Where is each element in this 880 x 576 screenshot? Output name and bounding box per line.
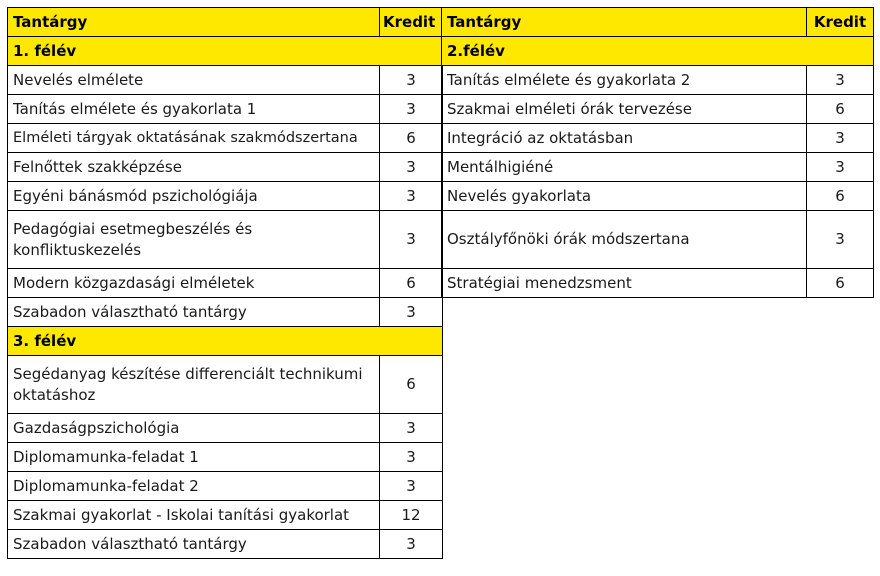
credit-cell: 3 bbox=[380, 182, 443, 211]
subject-cell: Pedagógiai esetmegbeszélés és konfliktuskezelés bbox=[8, 211, 380, 269]
table-row bbox=[442, 66, 874, 95]
credit-cell: 3 bbox=[807, 66, 874, 95]
table-row bbox=[442, 211, 874, 269]
subject-cell: Integráció az oktatásban bbox=[442, 124, 807, 153]
table-row bbox=[8, 95, 443, 124]
semester-title: 3. félév bbox=[8, 327, 443, 356]
credit-cell: 6 bbox=[380, 356, 443, 414]
table-row bbox=[8, 530, 443, 559]
subject-cell: Szabadon választható tantárgy bbox=[8, 298, 380, 327]
subject-cell: Modern közgazdasági elméletek bbox=[8, 269, 380, 298]
table-row bbox=[8, 414, 443, 443]
table-row bbox=[8, 298, 443, 327]
credit-cell: 3 bbox=[380, 414, 443, 443]
subject-cell: Stratégiai menedzsment bbox=[442, 269, 807, 298]
subject-cell: Felnőttek szakképzése bbox=[8, 153, 380, 182]
subject-cell: Elméleti tárgyak oktatásának szakmódszertana bbox=[8, 124, 380, 153]
table-row bbox=[8, 153, 443, 182]
table-row bbox=[8, 443, 443, 472]
credit-cell: 3 bbox=[380, 95, 443, 124]
subject-cell: Szabadon választható tantárgy bbox=[8, 530, 380, 559]
credit-cell: 6 bbox=[380, 124, 443, 153]
subject-cell: Diplomamunka-feladat 1 bbox=[8, 443, 380, 472]
table-row bbox=[442, 269, 874, 298]
table-header-row bbox=[8, 8, 443, 37]
credit-cell: 3 bbox=[807, 211, 874, 269]
subject-cell: Egyéni bánásmód pszichológiája bbox=[8, 182, 380, 211]
credit-cell: 3 bbox=[380, 153, 443, 182]
credit-cell: 3 bbox=[380, 211, 443, 269]
subject-cell: Mentálhigiéné bbox=[442, 153, 807, 182]
table-row bbox=[8, 501, 443, 530]
table-row bbox=[8, 124, 443, 153]
credit-cell: 3 bbox=[380, 443, 443, 472]
credit-column-header: Kredit bbox=[807, 8, 874, 37]
semester-title: 1. félév bbox=[8, 37, 443, 66]
table-row bbox=[8, 211, 443, 269]
credit-cell: 3 bbox=[380, 472, 443, 501]
table-row bbox=[442, 182, 874, 211]
subject-column-header: Tantárgy bbox=[8, 8, 380, 37]
table-header-row bbox=[442, 8, 874, 37]
table-row bbox=[442, 153, 874, 182]
credit-cell: 3 bbox=[380, 298, 443, 327]
credit-cell: 3 bbox=[380, 66, 443, 95]
semester-header-row bbox=[442, 37, 874, 66]
subject-column-header: Tantárgy bbox=[442, 8, 807, 37]
subject-cell: Nevelés gyakorlata bbox=[442, 182, 807, 211]
subject-cell: Szakmai gyakorlat - Iskolai tanítási gyakorlat bbox=[8, 501, 380, 530]
table-row bbox=[8, 356, 443, 414]
curriculum-table-right bbox=[441, 7, 874, 298]
table-row bbox=[8, 182, 443, 211]
curriculum-table-left bbox=[7, 7, 443, 559]
subject-cell: Tanítás elmélete és gyakorlata 2 bbox=[442, 66, 807, 95]
semester-header-row bbox=[8, 327, 443, 356]
subject-cell: Osztályfőnöki órák módszertana bbox=[442, 211, 807, 269]
credit-cell: 12 bbox=[380, 501, 443, 530]
credit-cell: 6 bbox=[807, 269, 874, 298]
credit-cell: 6 bbox=[807, 182, 874, 211]
table-row bbox=[8, 269, 443, 298]
semester-title: 2.félév bbox=[442, 37, 874, 66]
subject-cell: Segédanyag készítése differenciált technikumi oktatáshoz bbox=[8, 356, 380, 414]
credit-cell: 3 bbox=[807, 124, 874, 153]
subject-cell: Szakmai elméleti órák tervezése bbox=[442, 95, 807, 124]
semester-header-row bbox=[8, 37, 443, 66]
table-row bbox=[8, 66, 443, 95]
credit-cell: 3 bbox=[807, 153, 874, 182]
credit-column-header: Kredit bbox=[380, 8, 443, 37]
credit-cell: 6 bbox=[380, 269, 443, 298]
subject-cell: Gazdaságpszichológia bbox=[8, 414, 380, 443]
credit-cell: 6 bbox=[807, 95, 874, 124]
table-row bbox=[8, 472, 443, 501]
table-row bbox=[442, 95, 874, 124]
credit-cell: 3 bbox=[380, 530, 443, 559]
subject-cell: Diplomamunka-feladat 2 bbox=[8, 472, 380, 501]
subject-cell: Nevelés elmélete bbox=[8, 66, 380, 95]
subject-cell: Tanítás elmélete és gyakorlata 1 bbox=[8, 95, 380, 124]
table-row bbox=[442, 124, 874, 153]
